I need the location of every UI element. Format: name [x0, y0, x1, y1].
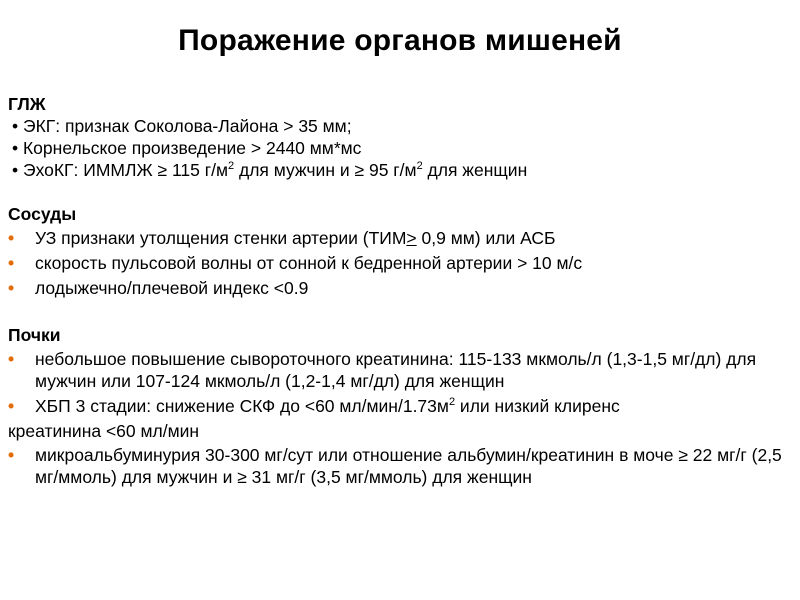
- kidneys-item-creatinine: [8, 348, 788, 392]
- vessels-item1-text-2: 0,9 мм) или АСБ: [416, 228, 556, 248]
- lvh-item-cornell: • Корнельское произведение > 2440 мм*мс: [12, 138, 362, 158]
- vessels-item-abi: [8, 277, 788, 299]
- bullet-icon: •: [8, 445, 15, 465]
- echo-sup-2: 2: [416, 160, 423, 173]
- kidneys-item2-text-1: ХБП 3 стадии: снижение СКФ до <60 мл/мин/1.73м: [35, 396, 449, 416]
- kidneys-plain-line: креатинина <60 мл/мин: [8, 421, 200, 441]
- bullet-icon: •: [8, 396, 15, 416]
- vessels-item-ultrasound: [8, 227, 788, 249]
- bullet-icon: •: [8, 278, 15, 298]
- section-vessels: [8, 203, 788, 299]
- bullet-icon: •: [8, 228, 15, 248]
- vessels-item1-underlined: >: [406, 228, 417, 248]
- vessels-item-pwv: [8, 252, 788, 274]
- slide-content: [8, 93, 788, 491]
- kidneys-item2-text-2: или низкий клиренс: [455, 396, 620, 416]
- section-lvh: [8, 93, 788, 181]
- kidneys-item1-text: небольшое повышение сывороточного креатинина: 115-133 мкмоль/л (1,3-1,5 мг/дл) для мужчин или 107-124 мкмоль/л (1,2-1,4 мг/дл) для женщин: [35, 349, 757, 391]
- bullet-icon: •: [8, 349, 15, 369]
- kidneys-item-microalbuminuria: [8, 444, 788, 488]
- kidneys-item3-text: микроальбуминурия 30-300 мг/сут или отношение альбумин/креатинин в моче ≥ 22 мг/г (2,5 мг/ммоль) для мужчин и ≥ 31 мг/г (3,5 мг/ммоль) для женщин: [35, 445, 782, 487]
- section-heading-vessels: Сосуды: [8, 204, 77, 224]
- echo-text-3: для женщин: [422, 160, 528, 180]
- vessels-item3-text: лодыжечно/плечевой индекс <0.9: [35, 278, 309, 298]
- vessels-item2-text: скорость пульсовой волны от сонной к бедренной артерии > 10 м/с: [35, 253, 583, 273]
- bullet-icon: •: [8, 253, 15, 273]
- kidneys-item2-sup: 2: [448, 396, 456, 409]
- section-heading-lvh: ГЛЖ: [8, 94, 46, 114]
- echo-text-1: • ЭхоКГ: ИММЛЖ ≥ 115 г/м: [12, 160, 228, 180]
- slide-title: Поражение органов мишеней: [178, 24, 622, 57]
- section-heading-kidneys: Почки: [8, 325, 61, 345]
- lvh-item-echo: [8, 159, 788, 181]
- vessels-item1-text-1: УЗ признаки утолщения стенки артерии (ТИМ: [35, 228, 407, 248]
- echo-sup-1: 2: [228, 160, 235, 173]
- section-kidneys: [8, 324, 788, 488]
- echo-text-2: для мужчин и ≥ 95 г/м: [234, 160, 417, 180]
- lvh-item-ecg: • ЭКГ: признак Соколова-Лайона > 35 мм;: [12, 116, 352, 136]
- kidneys-item-ckd: [8, 395, 788, 417]
